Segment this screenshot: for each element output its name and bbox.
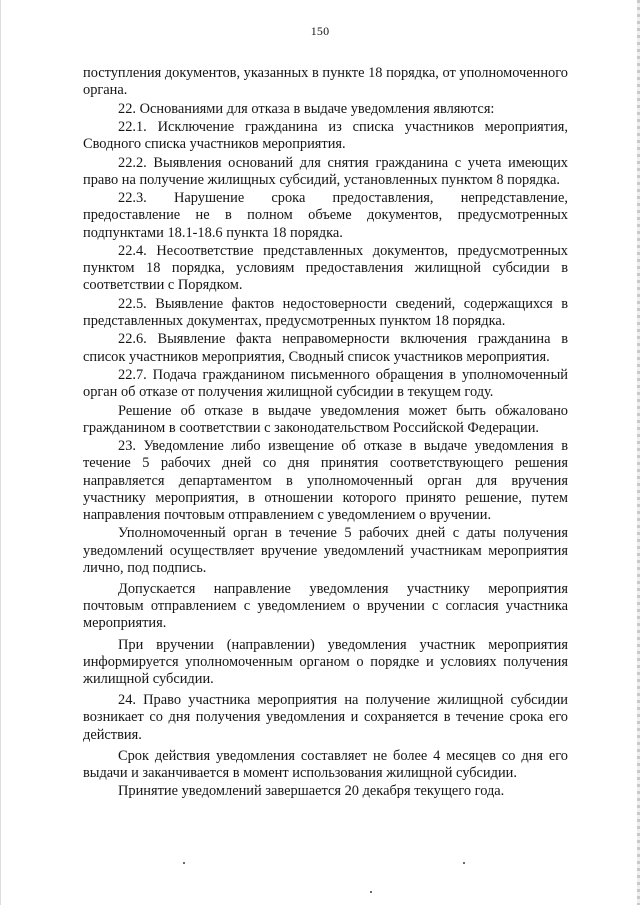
paragraph-appeal: Решение об отказе в выдаче уведомления может быть обжаловано гражданином в соответствии с законодательством Российской Федерации. [83,402,568,436]
paragraph-validity: Срок действия уведомления составляет не более 4 месяцев со дня его выдачи и заканчивается в момент использования жилищной субсидии. [83,747,568,781]
paragraph-22-2: 22.2. Выявления оснований для снятия гражданина с учета имеющих право на получение жилищных субсидий, установленных пунктом 8 порядка. [83,154,568,188]
paragraph-22-7: 22.7. Подача гражданином письменного обращения в уполномоченный орган об отказе от получения жилищной субсидии в текущем году. [83,366,568,401]
paragraph-informing: При вручении (направлении) уведомления участник мероприятия информируется уполномоченным органом о порядке и условиях получения жилищной субсидии. [83,636,568,687]
paragraph-24: 24. Право участника мероприятия на получение жилищной субсидии возникает со дня получения уведомления и сохраняется в течение срока его действия. [83,692,568,743]
paragraph-deadline: Принятие уведомлений завершается 20 декабря текущего года. [118,783,505,800]
paragraph-22-4: 22.4. Несоответствие представленных документов, предусмотренных пунктом 18 порядка, условиям предоставления жилищной субсидии в соответствии с Порядком. [83,242,568,294]
paragraph-23: 23. Уведомление либо извещение об отказе в выдаче уведомления в течение 5 рабочих дней со дня принятия соответствующего решения направляется департаментом в уполномоченный орган для вручения участнику мероприятия, в отношении которого принято решение, путем направления почтовым отправлением с уведомлением о вручении. [83,438,568,523]
paragraph-22-6: 22.6. Выявление факта неправомерности включения гражданина в список участников мероприятия, Сводный список участников мероприятия. [83,331,568,365]
paragraph-22-5: 22.5. Выявление фактов недостоверности сведений, содержащихся в представленных документах, предусмотренных пунктом 18 порядка. [83,295,568,329]
document-body [83,65,568,802]
paragraph-continuation: поступления документов, указанных в пункте 18 порядка, от уполномоченного органа. [83,65,568,99]
paragraph-postal: Допускается направление уведомления участнику мероприятия почтовым отправлением с уведомлением о вручении с согласия участника мероприятия. [83,580,568,632]
paragraph-22: 22. Основаниями для отказа в выдаче уведомления являются: [118,100,495,117]
page-number: 150 [310,24,330,38]
paragraph-22-1: 22.1. Исключение гражданина из списка участников мероприятия, Сводного списка участников мероприятия. [83,118,568,153]
paragraph-delivery: Уполномоченный орган в течение 5 рабочих дней с даты получения уведомлений осуществляет вручение уведомлений участникам мероприятия лично, под подпись. [83,525,568,576]
scan-left-edge [0,0,1,905]
scan-dot-mark [370,891,372,893]
scan-dot-mark [183,862,185,864]
scan-dot-mark [463,862,465,864]
paragraph-22-3: 22.3. Нарушение срока предоставления, непредставление, предоставление не в полном объеме документов, предусмотренных подпунктами 18.1-18.6 пункта 18 порядка. [83,190,568,241]
